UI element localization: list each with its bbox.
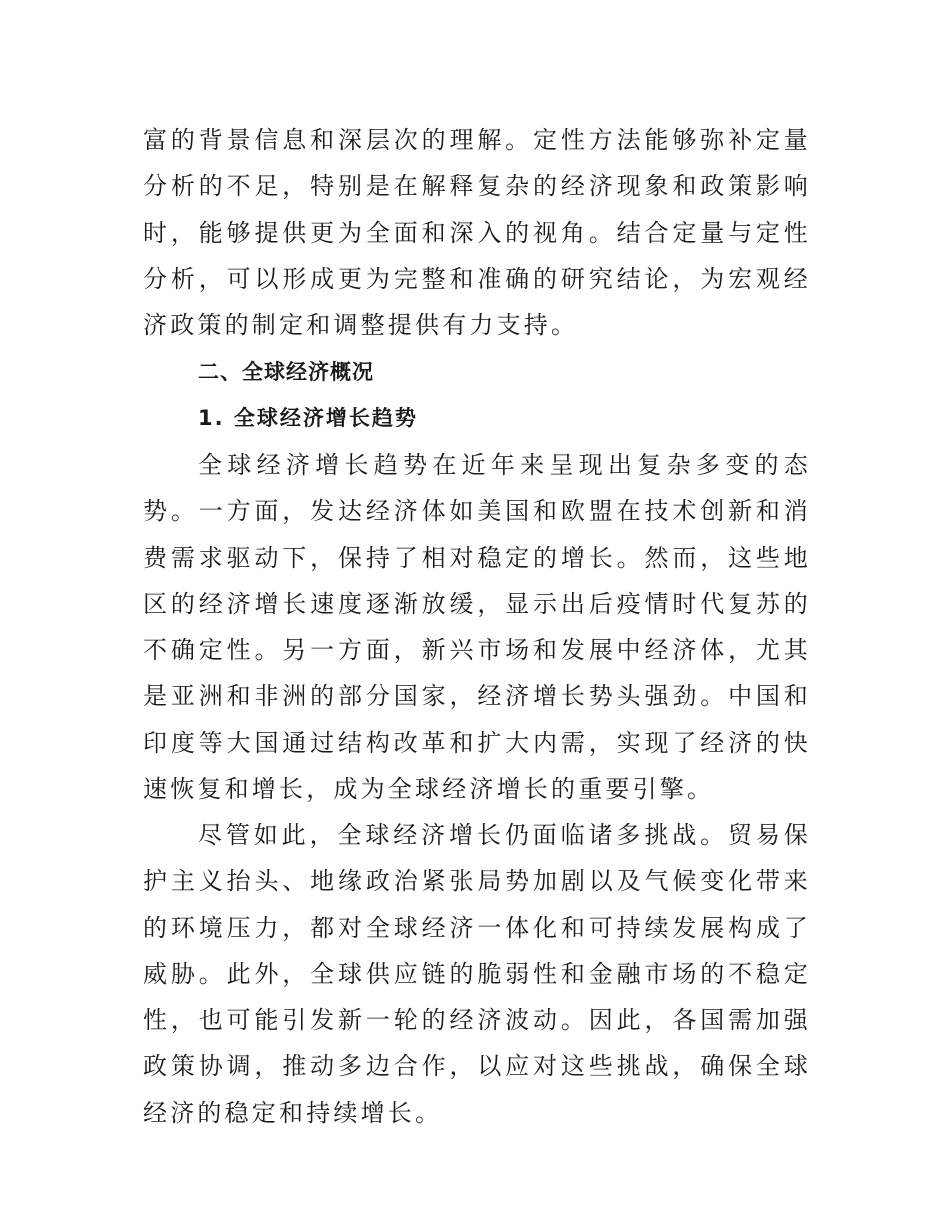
section-heading: 二、全球经济概况 <box>198 360 374 384</box>
paragraph-growth-trend: 全球经济增长趋势在近年来呈现出复杂多变的态势。一方面，发达经济体如美国和欧盟在技术创新和消费需求驱动下，保持了相对稳定的增长。然而，这些地区的经济增长速度逐渐放缓，显示出后疫情时代复苏的不确定性。另一方面，新兴市场和发展中经济体，尤其是亚洲和非洲的部分国家，经济增长势头强劲。中国和印度等大国通过结构改革和扩大内需，实现了经济的快速恢复和增长，成为全球经济增长的重要引擎。 <box>143 451 811 804</box>
subsection-heading: 1. 全球经济增长趋势 <box>198 406 418 430</box>
paragraph-continuation: 富的背景信息和深层次的理解。定性方法能够弥补定量分析的不足，特别是在解释复杂的经济现象和政策影响时，能够提供更为全面和深入的视角。结合定量与定性分析，可以形成更为完整和准确的研究结论，为宏观经济政策的制定和调整提供有力支持。 <box>143 126 811 340</box>
paragraph-challenges: 尽管如此，全球经济增长仍面临诸多挑战。贸易保护主义抬头、地缘政治紧张局势加剧以及气候变化带来的环境压力，都对全球经济一体化和可持续发展构成了威胁。此外，全球供应链的脆弱性和金融市场的不稳定性，也可能引发新一轮的经济波动。因此，各国需加强政策协调，推动多边合作，以应对这些挑战，确保全球经济的稳定和持续增长。 <box>143 821 811 1127</box>
